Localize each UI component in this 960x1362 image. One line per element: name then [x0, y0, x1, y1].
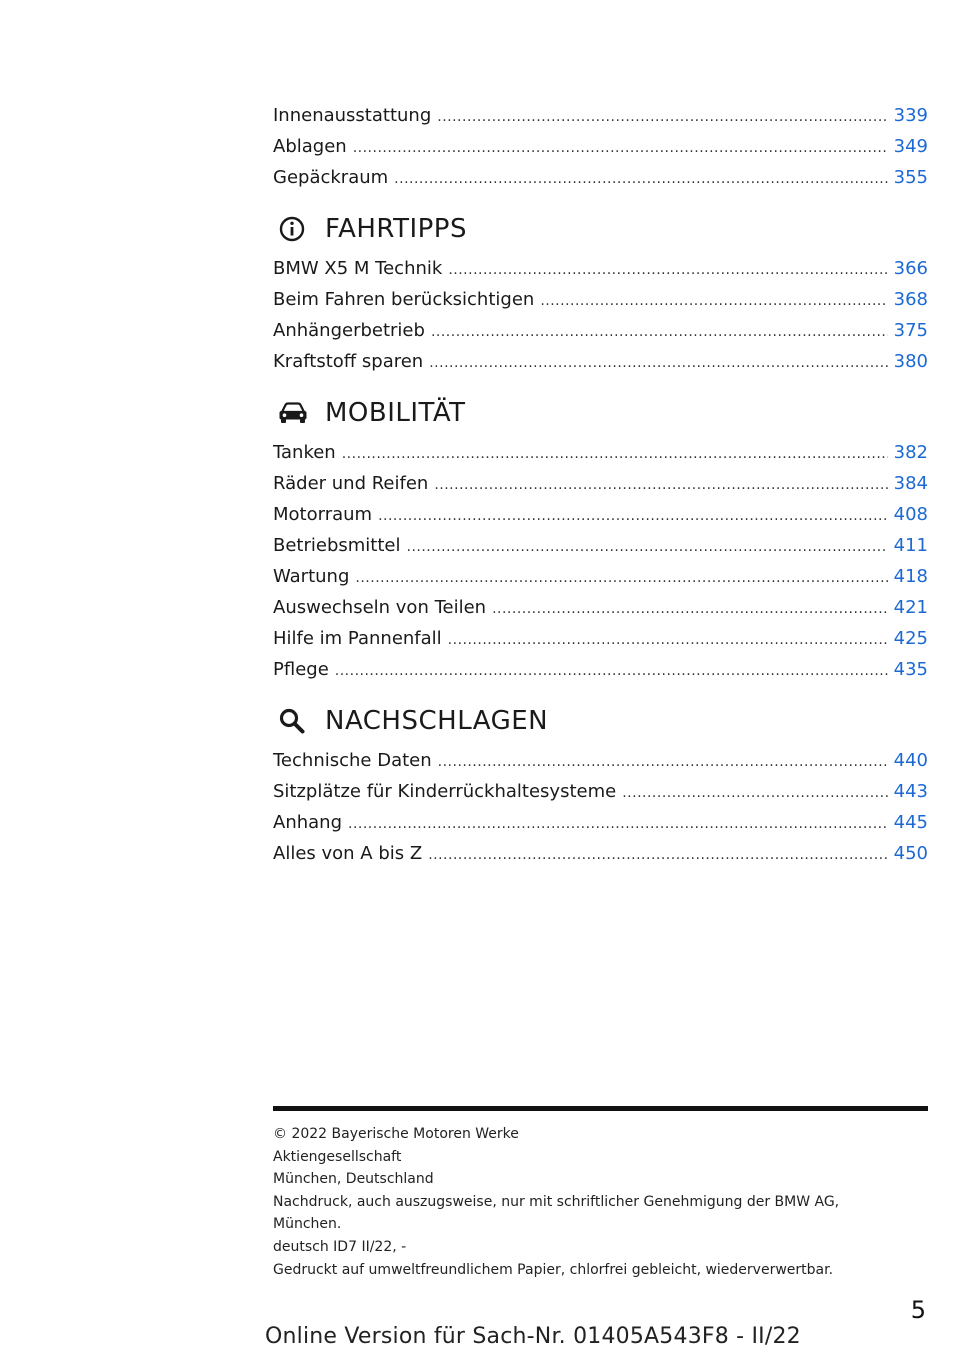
- toc-entry[interactable]: [273, 253, 928, 284]
- toc-leader-dots: [429, 348, 887, 379]
- toc-entry-title: Technische Daten: [273, 750, 432, 771]
- toc-section-mobilitaet: [273, 393, 928, 685]
- toc-entry-page-link[interactable]: 380: [893, 351, 928, 372]
- toc-entry-page-link[interactable]: 443: [893, 781, 928, 802]
- toc-entry-title: Motorraum: [273, 504, 373, 525]
- toc-entry[interactable]: [273, 592, 928, 623]
- toc-leader-dots: [353, 133, 888, 164]
- toc-entry-page-link[interactable]: 440: [893, 750, 928, 771]
- toc-leader-dots: [342, 439, 888, 470]
- toc-entry-gepaeckraum[interactable]: [273, 162, 928, 193]
- imprint: [273, 1123, 928, 1281]
- toc-entry[interactable]: [273, 499, 928, 530]
- section-heading: [273, 393, 928, 433]
- toc-entry[interactable]: [273, 530, 928, 561]
- toc-group-intro: [273, 100, 928, 193]
- car-icon: [277, 398, 315, 428]
- toc-leader-dots: [434, 470, 887, 501]
- toc-entry-title: Betriebsmittel: [273, 535, 401, 556]
- toc-leader-dots: [448, 625, 888, 656]
- toc-leader-dots: [335, 656, 888, 687]
- toc-section-nachschlagen: [273, 701, 928, 869]
- info-icon: [277, 214, 315, 244]
- toc-entry[interactable]: [273, 468, 928, 499]
- toc-leader-dots: [378, 501, 888, 532]
- toc-entry[interactable]: [273, 776, 928, 807]
- toc-entry-title: Alles von A bis Z: [273, 843, 423, 864]
- toc-entry-title: Ablagen: [273, 136, 347, 157]
- imprint-line: © 2022 Bayerische Motoren Werke: [273, 1126, 519, 1142]
- toc-entry-innenausstattung[interactable]: [273, 100, 928, 131]
- page-number: 5: [910, 1296, 926, 1324]
- toc-leader-dots: [407, 532, 888, 563]
- imprint-line: Aktiengesellschaft: [273, 1148, 402, 1165]
- toc-leader-dots: [437, 102, 887, 133]
- toc-leader-dots: [492, 594, 888, 625]
- section-heading: [273, 701, 928, 741]
- toc-entry-title: Beim Fahren berücksichtigen: [273, 289, 535, 310]
- section-heading: [273, 209, 928, 249]
- toc-entry-title: Innenausstattung: [273, 105, 432, 126]
- toc-entry-page-link[interactable]: 355: [893, 167, 928, 188]
- section-heading-label: NACHSCHLAGEN: [325, 706, 549, 736]
- toc-entry-title: Hilfe im Pannenfall: [273, 628, 442, 649]
- toc-entry[interactable]: [273, 437, 928, 468]
- toc-leader-dots: [355, 563, 887, 594]
- toc-leader-dots: [428, 840, 887, 871]
- toc-entry-title: Sitzplätze für Kinderrückhaltesysteme: [273, 781, 617, 802]
- toc-leader-dots: [622, 778, 887, 809]
- toc-leader-dots: [431, 317, 888, 348]
- toc-entry-page-link[interactable]: 411: [893, 535, 928, 556]
- toc-section-fahrtipps: [273, 209, 928, 377]
- toc-entry[interactable]: [273, 623, 928, 654]
- toc-entry[interactable]: [273, 838, 928, 869]
- toc-entry-title: Räder und Reifen: [273, 473, 429, 494]
- toc-entry-page-link[interactable]: 349: [893, 136, 928, 157]
- toc-entry[interactable]: [273, 346, 928, 377]
- toc-entry-page-link[interactable]: 445: [893, 812, 928, 833]
- toc-entry-title: Wartung: [273, 566, 350, 587]
- toc-entry-page-link[interactable]: 368: [893, 289, 928, 310]
- table-of-contents: [273, 100, 928, 869]
- toc-entry-title: BMW X5 M Technik: [273, 258, 443, 279]
- toc-leader-dots: [448, 255, 887, 286]
- toc-entry-page-link[interactable]: 435: [893, 659, 928, 680]
- imprint-line: deutsch ID7 II/22, -: [273, 1238, 407, 1255]
- toc-entry[interactable]: [273, 745, 928, 776]
- toc-entry-page-link[interactable]: 375: [893, 320, 928, 341]
- toc-entry-title: Pflege: [273, 659, 329, 680]
- footer-divider: [273, 1106, 928, 1111]
- toc-entry-page-link[interactable]: 425: [893, 628, 928, 649]
- toc-leader-dots: [438, 747, 888, 778]
- imprint-line: Gedruckt auf umweltfreundlichem Papier, chlorfrei gebleicht, wiederverwertbar.: [273, 1261, 834, 1278]
- toc-leader-dots: [394, 164, 887, 195]
- toc-entry-title: Auswechseln von Teilen: [273, 597, 487, 618]
- toc-entry-title: Gepäckraum: [273, 167, 389, 188]
- imprint-line: Nachdruck, auch auszugsweise, nur mit schriftlicher Genehmigung der BMW AG,: [273, 1193, 840, 1210]
- toc-entry[interactable]: [273, 561, 928, 592]
- section-heading-label: MOBILITÄT: [325, 398, 466, 428]
- section-heading-label: FAHRTIPPS: [325, 214, 467, 244]
- toc-entry[interactable]: [273, 284, 928, 315]
- toc-leader-dots: [540, 286, 887, 317]
- search-icon: [277, 706, 315, 736]
- toc-entry-title: Kraftstoff sparen: [273, 351, 424, 372]
- imprint-line: München, Deutschland: [273, 1171, 434, 1188]
- toc-entry[interactable]: [273, 807, 928, 838]
- toc-entry-page-link[interactable]: 421: [893, 597, 928, 618]
- toc-leader-dots: [348, 809, 888, 840]
- toc-entry-page-link[interactable]: 408: [893, 504, 928, 525]
- toc-entry-ablagen[interactable]: [273, 131, 928, 162]
- toc-entry-page-link[interactable]: 418: [893, 566, 928, 587]
- toc-entry-page-link[interactable]: 339: [893, 105, 928, 126]
- toc-entry-page-link[interactable]: 366: [893, 258, 928, 279]
- toc-entry-page-link[interactable]: 450: [893, 843, 928, 864]
- imprint-line: München.: [273, 1216, 342, 1233]
- toc-entry-title: Tanken: [273, 442, 336, 463]
- toc-entry[interactable]: [273, 315, 928, 346]
- toc-entry-title: Anhängerbetrieb: [273, 320, 425, 341]
- toc-entry-page-link[interactable]: 384: [893, 473, 928, 494]
- watermark-text: Online Version für Sach-Nr. 01405A543F8 - II/22: [265, 1324, 801, 1349]
- toc-entry-page-link[interactable]: 382: [893, 442, 928, 463]
- toc-entry-title: Anhang: [273, 812, 342, 833]
- toc-entry[interactable]: [273, 654, 928, 685]
